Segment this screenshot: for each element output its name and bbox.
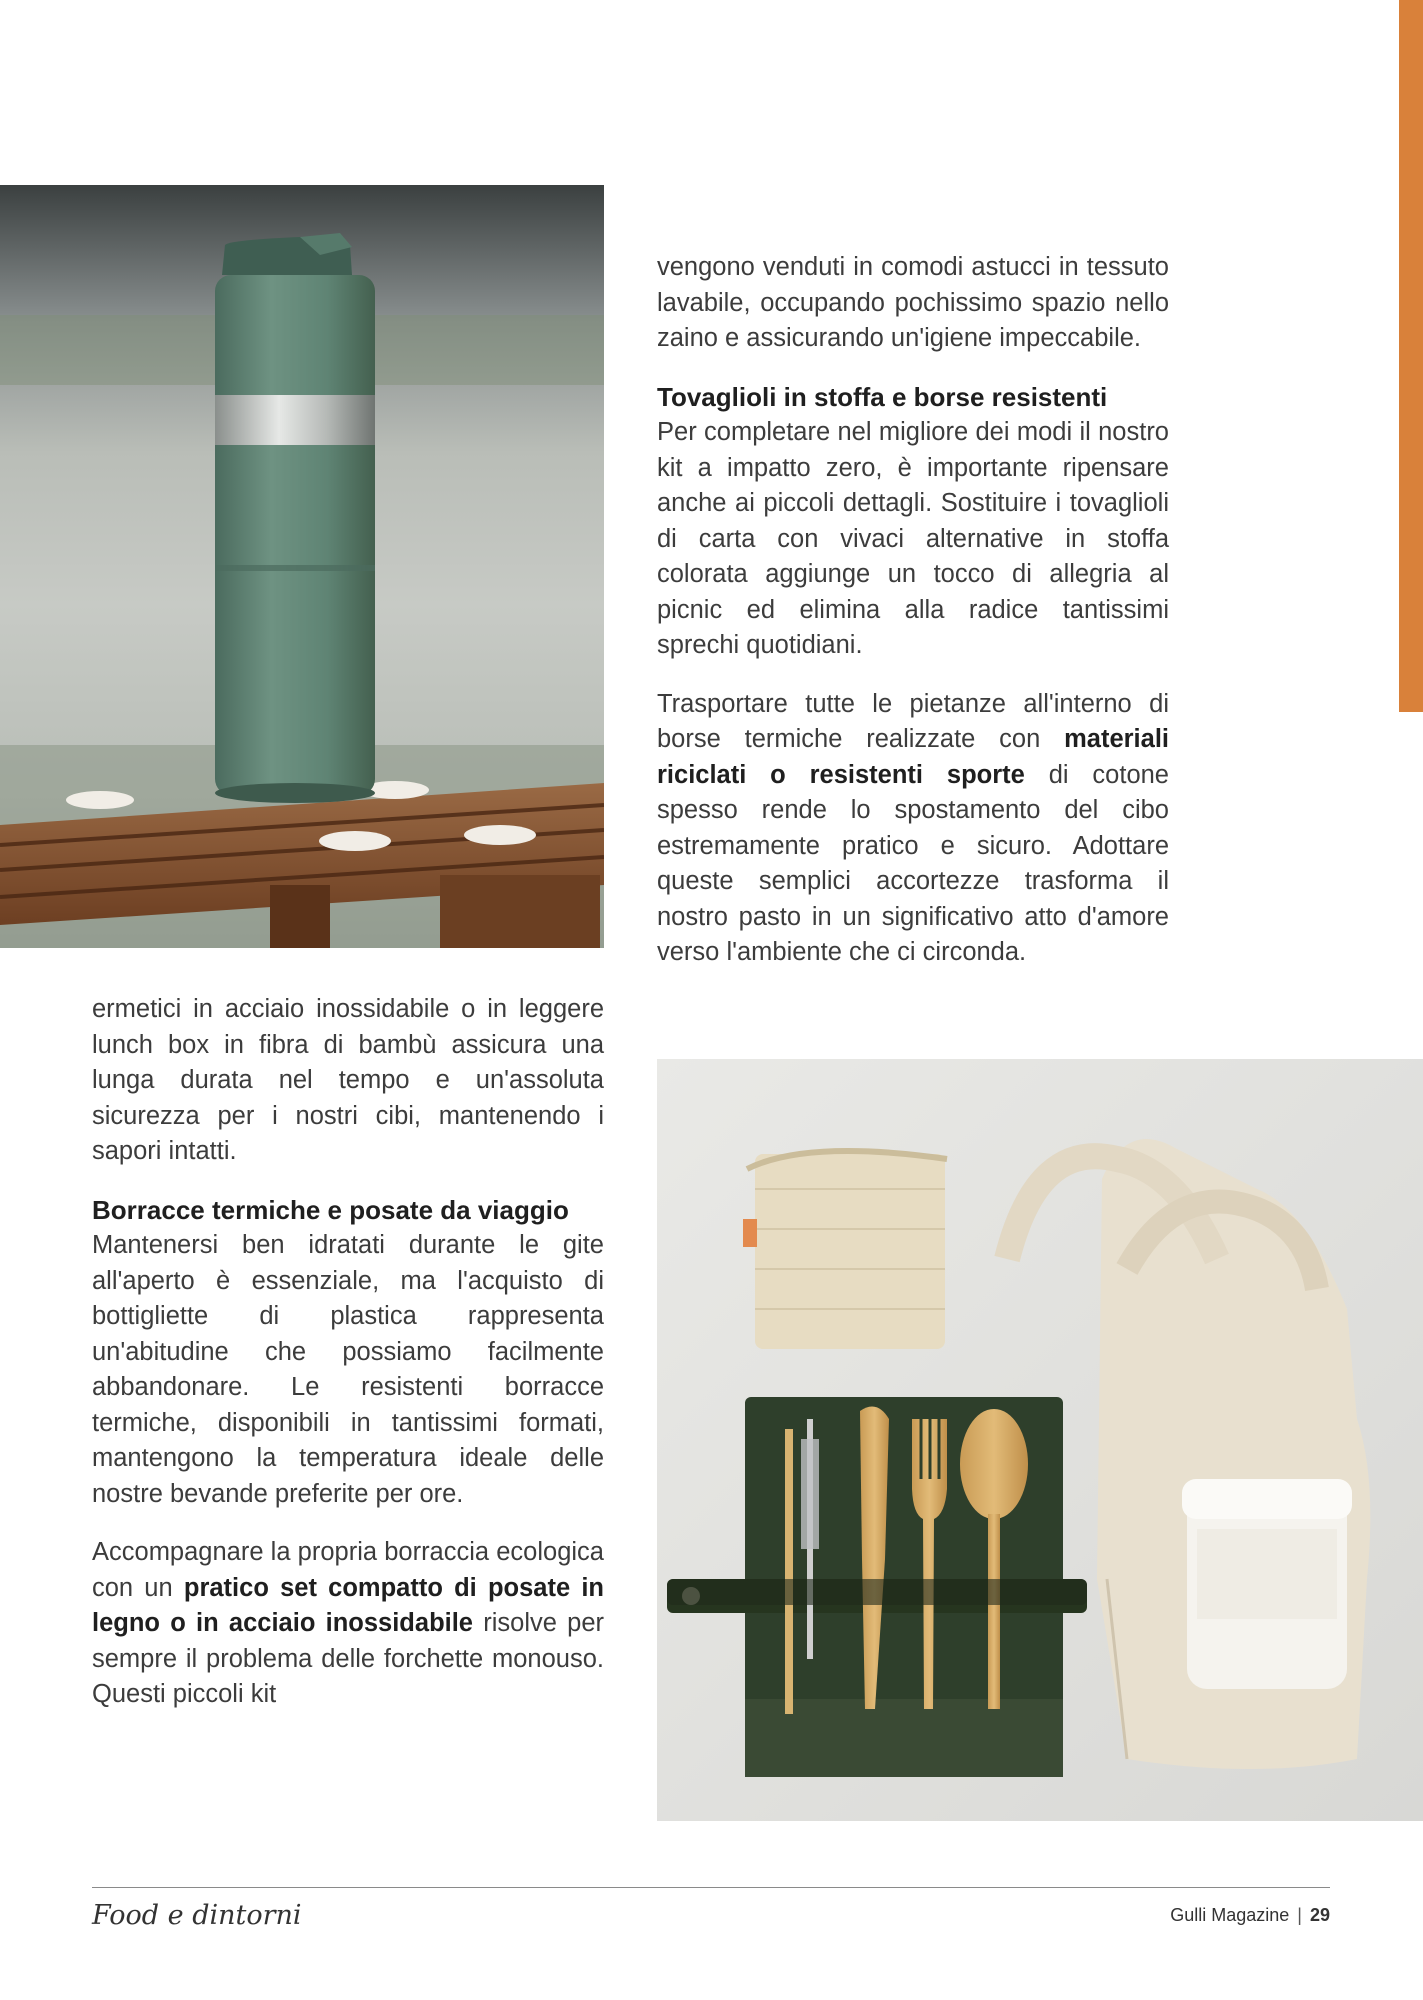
right-paragraph-1: vengono venduti in comodi astucci in tessuto lavabile, occupando pochissimo spazio nello zaino e assicurando un'igiene impeccabile. (657, 253, 1169, 352)
cutlery-kit-photo (657, 1059, 1423, 1821)
thermal-bottle-photo (0, 185, 604, 948)
right-paragraph-3 (657, 687, 1169, 971)
left-paragraph-2: Mantenersi ben idratati durante le gite all'aperto è essenziale, ma l'acquisto di bottigliette di plastica rappresenta un'abitudine che possiamo facilmente abbandonare. Le resistenti borracce termiche, disponibili in tantissimi formati, mantengono la temperatura ideale delle nostre bevande preferite per ore. (92, 1231, 604, 1508)
left-section-heading: Borracce termiche e posate da viaggio (92, 1194, 569, 1225)
footer-page-info (1170, 1905, 1330, 1926)
footer-magazine-name: Gulli Magazine (1170, 1905, 1290, 1925)
right-p3-text-end: di cotone spesso rende lo spostamento del cibo estremamente pratico e sicuro. Adottare queste semplici accortezze trasforma il nostro pasto in un significativo atto d'amore verso l'ambiente che ci circonda. (657, 760, 1169, 966)
accent-side-bar (1399, 0, 1423, 712)
left-paragraph-1: ermetici in acciaio inossidabile o in leggere lunch box in fibra di bambù assicura una lunga durata nel tempo e un'assoluta sicurezza per i nostri cibi, mantenendo i sapori intatti. (92, 995, 604, 1165)
left-paragraph-3 (92, 1535, 604, 1713)
footer-page-number: 29 (1309, 1905, 1330, 1925)
right-paragraph-2: Per completare nel migliore dei modi il nostro kit a impatto zero, è importante ripensare anche ai piccoli dettagli. Sostituire i tovaglioli di carta con vivaci alternative in stoffa colorata aggiunge un tocco di allegria al picnic ed elimina alla radice tantissimi sprechi quotidiani. (657, 418, 1169, 659)
right-section-heading: Tovaglioli in stoffa e borse resistenti (657, 381, 1108, 412)
right-p3-bold-text: materiali riciclati o resistenti sporte (657, 725, 1169, 789)
right-p3-text-start: Trasportare tutte le pietanze all'interno di borse termiche realizzate con (657, 689, 1169, 753)
footer-divider (92, 1887, 1330, 1888)
left-p3-text-end: risolve per sempre il problema delle forchette monouso. Questi piccoli kit (92, 1609, 604, 1708)
left-p3-bold-text: pratico set compatto di posate in legno o in acciaio inossidabile (92, 1573, 604, 1637)
right-text-column (657, 250, 1169, 994)
footer-separator: | (1297, 1905, 1302, 1925)
left-p3-text-start: Accompagnare la propria borraccia ecologica con un (92, 1538, 604, 1602)
left-text-column (92, 992, 604, 1736)
footer-section-name: Food e dintorni (92, 1900, 302, 1931)
